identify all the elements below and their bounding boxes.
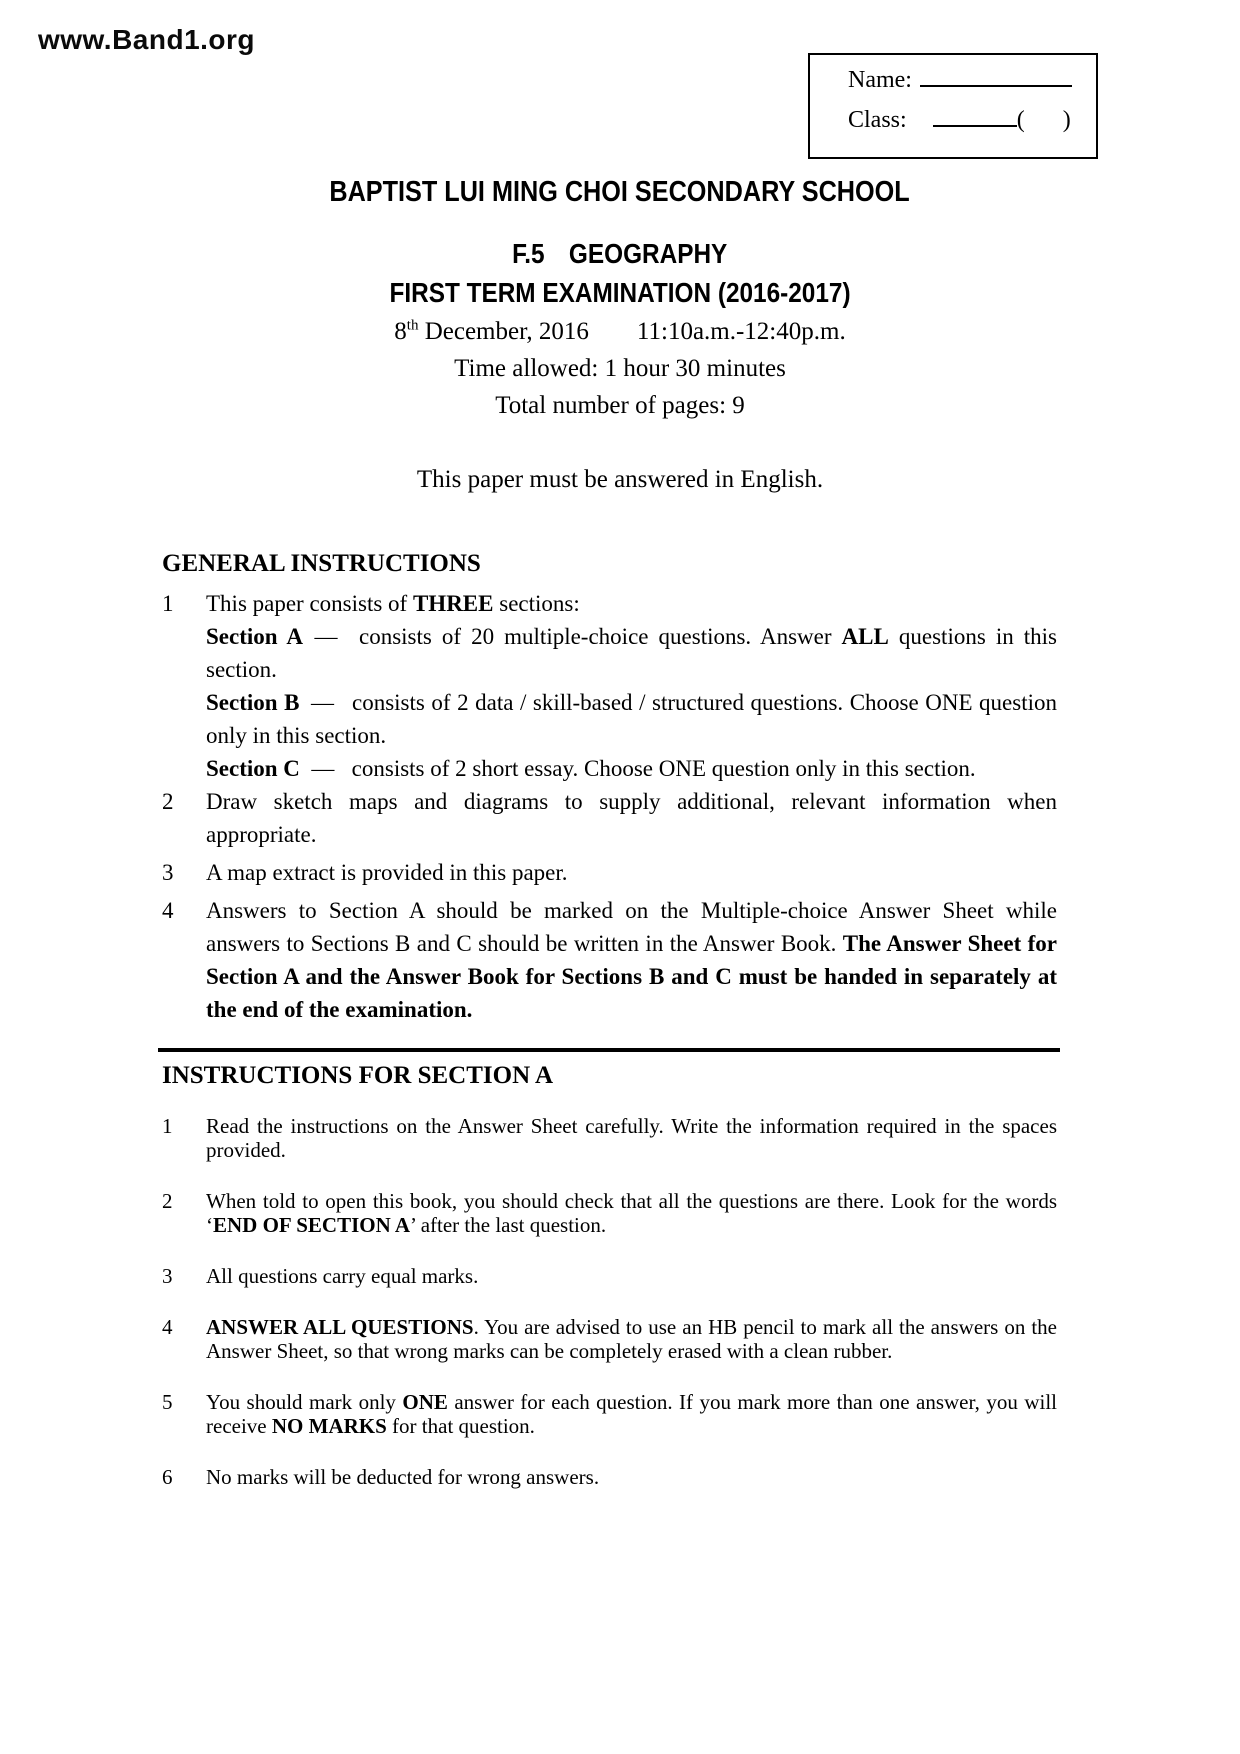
item-number: 3 xyxy=(162,1264,173,1288)
item-text xyxy=(206,1264,1057,1288)
exam-title: FIRST TERM EXAMINATION (2016-2017) xyxy=(389,277,851,308)
exam-date-line xyxy=(20,318,1220,346)
language-note: This paper must be answered in English. xyxy=(416,466,824,493)
section-divider xyxy=(158,1048,1060,1052)
section-a-item-4 xyxy=(162,1315,1057,1363)
item-text xyxy=(206,587,1057,785)
paragraph: Answers to Section A should be marked on the Multiple-choice Answer Sheet while answers to Sections B and C should be written in the Answer Book. The Answer Sheet for Section A and the Answer Book for Sections B and C must be handed in separately at the end of the examination. xyxy=(206,898,1057,1022)
paragraph: A map extract is provided in this paper. xyxy=(206,860,568,885)
paragraph-section-a: Section A — consists of 20 multiple-choice questions. Answer ALL questions in this section. xyxy=(206,624,1058,682)
section-a-heading: INSTRUCTIONS FOR SECTION A xyxy=(162,1062,554,1089)
section-a-item-1 xyxy=(162,1114,1057,1162)
section-a-instructions-section xyxy=(162,1061,1057,1489)
item-number: 4 xyxy=(162,1315,173,1339)
school-name-line xyxy=(20,176,1220,209)
section-a-item-3 xyxy=(162,1264,1057,1288)
paren-close: ) xyxy=(1062,107,1071,133)
section-a-item-6 xyxy=(162,1465,1057,1489)
paragraph: This paper consists of THREE sections: xyxy=(206,591,580,616)
item-text xyxy=(206,1465,1057,1489)
paragraph: ANSWER ALL QUESTIONS. You are advised to use an HB pencil to mark all the answers on the Answer Sheet, so that wrong marks can be completely erased with a clean rubber. xyxy=(206,1315,1057,1363)
item-text xyxy=(206,1189,1057,1237)
paragraph: No marks will be deducted for wrong answers. xyxy=(206,1465,600,1489)
paragraph: Read the instructions on the Answer Sheet carefully. Write the information required in the spaces provided. xyxy=(206,1114,1057,1162)
item-number: 1 xyxy=(162,591,174,616)
exam-date: 8th December, 2016 xyxy=(394,317,589,345)
item-number: 6 xyxy=(162,1465,173,1489)
paragraph: When told to open this book, you should check that all the questions are there. Look for the words ‘END OF SECTION A’ after the last question. xyxy=(206,1189,1057,1237)
section-a-item-2 xyxy=(162,1189,1057,1237)
general-instructions-heading: GENERAL INSTRUCTIONS xyxy=(162,550,481,577)
watermark: www.Band1.org xyxy=(38,24,256,55)
paragraph-section-c: Section C — consists of 2 short essay. Choose ONE question only in this section. xyxy=(206,756,976,781)
name-class-box xyxy=(808,53,1098,159)
class-row xyxy=(848,100,1096,140)
paragraph: Draw sketch maps and diagrams to supply additional, relevant information when appropriate. xyxy=(206,789,1057,847)
item-text xyxy=(206,894,1057,1026)
name-blank-line xyxy=(920,61,1072,87)
exam-title-line xyxy=(20,277,1220,309)
item-number: 1 xyxy=(162,1114,173,1138)
general-instruction-item-3 xyxy=(162,856,1057,889)
general-instruction-item-4 xyxy=(162,894,1057,1026)
item-text xyxy=(206,1390,1057,1438)
paren-open: ( xyxy=(1016,107,1025,133)
name-row xyxy=(848,60,1096,100)
general-instructions-section xyxy=(162,549,1057,1026)
item-text xyxy=(206,785,1057,851)
school-name: BAPTIST LUI MING CHOI SECONDARY SCHOOL xyxy=(329,176,911,208)
item-number: 3 xyxy=(162,860,174,885)
general-instruction-item-2 xyxy=(162,785,1057,851)
paragraph: All questions carry equal marks. xyxy=(206,1264,479,1288)
general-instruction-item-1 xyxy=(162,587,1057,785)
item-text xyxy=(206,1114,1057,1162)
item-number: 2 xyxy=(162,789,174,814)
class-blank-line xyxy=(933,101,1017,127)
subject-line xyxy=(20,238,1220,270)
section-a-item-5 xyxy=(162,1390,1057,1438)
total-pages-line: Total number of pages: 9 xyxy=(495,392,745,419)
item-number: 5 xyxy=(162,1390,173,1414)
time-allowed-line: Time allowed: 1 hour 30 minutes xyxy=(454,355,786,382)
class-label: Class: xyxy=(848,107,907,133)
paragraph-section-b: Section B — consists of 2 data / skill-based / structured questions. Choose ONE question only in this section. xyxy=(206,690,1057,748)
paragraph: You should mark only ONE answer for each question. If you mark more than one answer, you will receive NO MARKS for that question. xyxy=(206,1390,1057,1438)
item-text xyxy=(206,1315,1057,1363)
name-label: Name: xyxy=(848,67,912,93)
item-number: 4 xyxy=(162,898,174,923)
item-number: 2 xyxy=(162,1189,173,1213)
exam-time-range: 11:10a.m.-12:40p.m. xyxy=(636,318,846,345)
item-text xyxy=(206,856,1057,889)
subject-title: F.5 GEOGRAPHY xyxy=(512,238,728,269)
